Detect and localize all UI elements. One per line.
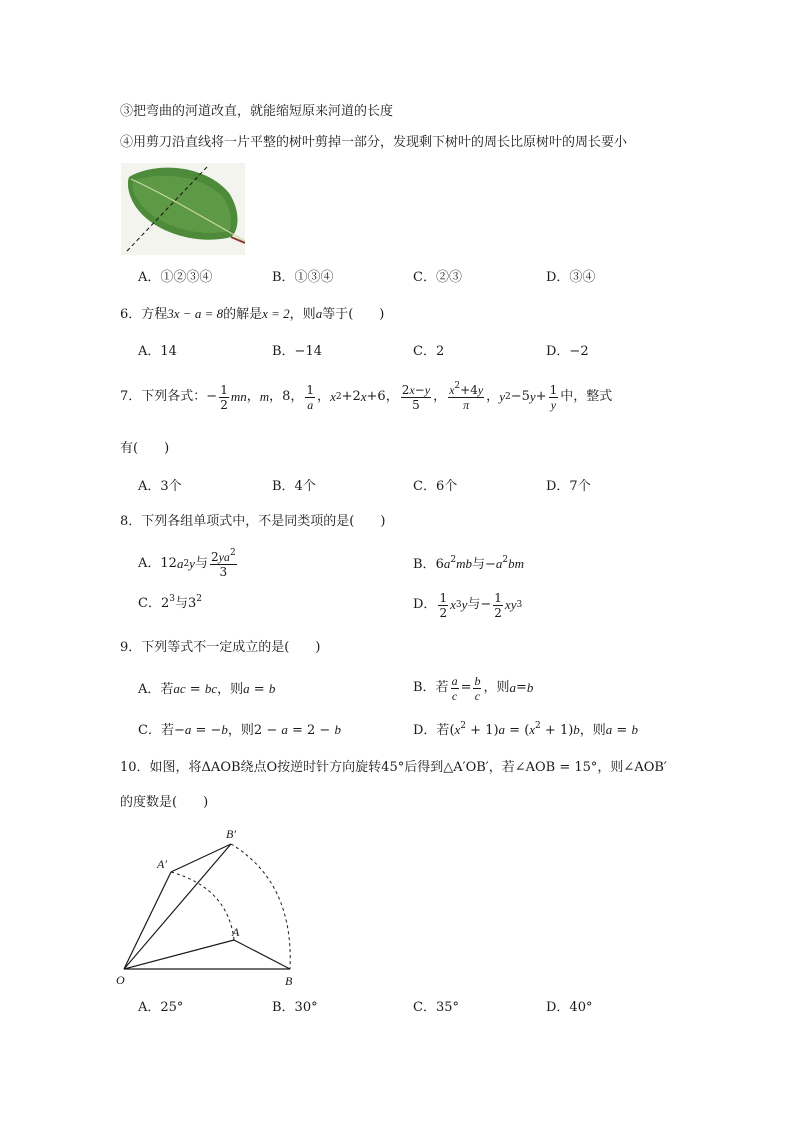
arc-a	[171, 872, 234, 940]
q6-option-b[interactable]: B．−14	[272, 344, 322, 359]
q6-option-a[interactable]: A．14	[138, 344, 177, 359]
q8-label-d: D．	[413, 597, 437, 612]
q7-pre: 7．下列各式：	[120, 389, 207, 404]
q5-option-c[interactable]: C．②③	[413, 270, 462, 285]
q6-mid: 的解是	[223, 307, 263, 322]
label-b: B	[285, 974, 293, 988]
rotation-figure	[116, 826, 306, 992]
q5-option-a[interactable]: A．①②③④	[138, 270, 213, 285]
q7-option-a[interactable]: A．3个	[138, 479, 182, 494]
q8-option-d[interactable]: D． $\frac{1}{2}$ x 3 y 与− $\frac{1}{2}$ xy 3	[413, 590, 523, 620]
q6-end: 等于( )	[322, 307, 385, 322]
label-o: O	[116, 973, 125, 987]
q9-label-d: D．若	[413, 723, 450, 738]
q5-option-b[interactable]: B．①③④	[272, 270, 334, 285]
segment-a-prime-b-prime	[171, 844, 231, 872]
q8-option-c[interactable]: C．$2^3$与$3^2$	[138, 594, 202, 611]
label-a: A	[232, 925, 240, 939]
q8-label-a: A．	[138, 556, 161, 571]
q6-solution: x = 2	[262, 306, 290, 321]
arc-b	[231, 844, 290, 969]
q10-stem-line2: 的度数是( )	[120, 795, 209, 810]
q6-option-d[interactable]: D．−2	[546, 344, 589, 359]
q8-stem: 8．下列各组单项式中，不是同类项的是( )	[120, 514, 386, 529]
q7-option-d[interactable]: D．7个	[546, 479, 591, 494]
q10-option-c[interactable]: C．35°	[413, 1000, 459, 1015]
q8-label-b: B．	[413, 557, 436, 572]
q10-option-d[interactable]: D．40°	[546, 1000, 593, 1015]
q9-label-b: B．若	[413, 680, 449, 695]
q8-label-c: C．	[138, 596, 161, 611]
segment-ab	[234, 940, 290, 969]
q6-tail: ，则	[289, 307, 316, 322]
q8-option-b[interactable]: B．$6a^2mb$与$-a^2bm$	[413, 555, 524, 572]
q6-option-c[interactable]: C．2	[413, 344, 445, 359]
segment-oa	[124, 940, 234, 969]
q10-stem-line1: 10．如图，将ΔAOB绕点O按逆时针方向旋转45°后得到△A′OB′，若∠AOB = 15°，则∠AOB′	[120, 760, 667, 775]
q9-label-a: A．若	[138, 682, 174, 697]
segment-ob-prime	[124, 844, 231, 969]
q8-option-a[interactable]: A． 12 a 2 y 与 $\frac{2ya^2}{3}$	[138, 547, 236, 579]
q10-option-a[interactable]: A．25°	[138, 1000, 184, 1015]
q6-var: a	[315, 306, 323, 321]
q6-pre: 6．方程	[120, 307, 168, 322]
q5-item-4: ④用剪刀沿直线将一片平整的树叶剪掉一部分，发现剩下树叶的周长比原树叶的周长要小	[120, 135, 628, 150]
q7-end: 中，整式	[560, 389, 613, 404]
label-b-prime: B′	[226, 827, 236, 841]
q6-equation: 3x − a = 8	[167, 306, 224, 321]
q7-option-b[interactable]: B．4个	[272, 479, 316, 494]
q7-stem-line2: 有( )	[120, 441, 170, 456]
q10-option-b[interactable]: B．30°	[272, 1000, 318, 1015]
q9-option-d[interactable]: D．若$(x^2 + 1)a = (x^2 + 1)b$，则a = b	[413, 721, 638, 738]
q9-label-c: C．若	[138, 723, 174, 738]
segment-oa-prime	[124, 872, 171, 969]
q7-expressions: − $\frac{1}{2}$ mn ， m ，8， $\frac{1}{a}$ ， x 2 +2 x +6， $\frac{2x-y}{5}$ ， $\frac{x^2+4y}{\pi}$ ， y 2 −5 y + $\frac{1}{y}$	[206, 380, 558, 412]
q6-stem	[120, 306, 384, 323]
leaf-image	[121, 163, 245, 255]
q9-stem: 9．下列等式不一定成立的是( )	[120, 640, 321, 655]
q5-item-3: ③把弯曲的河道改直，就能缩短原来河道的长度	[120, 104, 394, 119]
q5-option-d[interactable]: D．③④	[546, 270, 596, 285]
label-a-prime: A′	[157, 857, 167, 871]
q7-option-c[interactable]: C．6个	[413, 479, 458, 494]
q7-stem	[120, 378, 612, 416]
q9-option-c[interactable]: C．若−a = −b，则2 − a = 2 − b	[138, 722, 341, 738]
q9-option-a[interactable]: A．若ac = bc，则a = b	[138, 681, 276, 697]
q9-option-b[interactable]: B．若 $\frac{a}{c}$ = $\frac{b}{c}$ ，则 a = b	[413, 673, 534, 703]
